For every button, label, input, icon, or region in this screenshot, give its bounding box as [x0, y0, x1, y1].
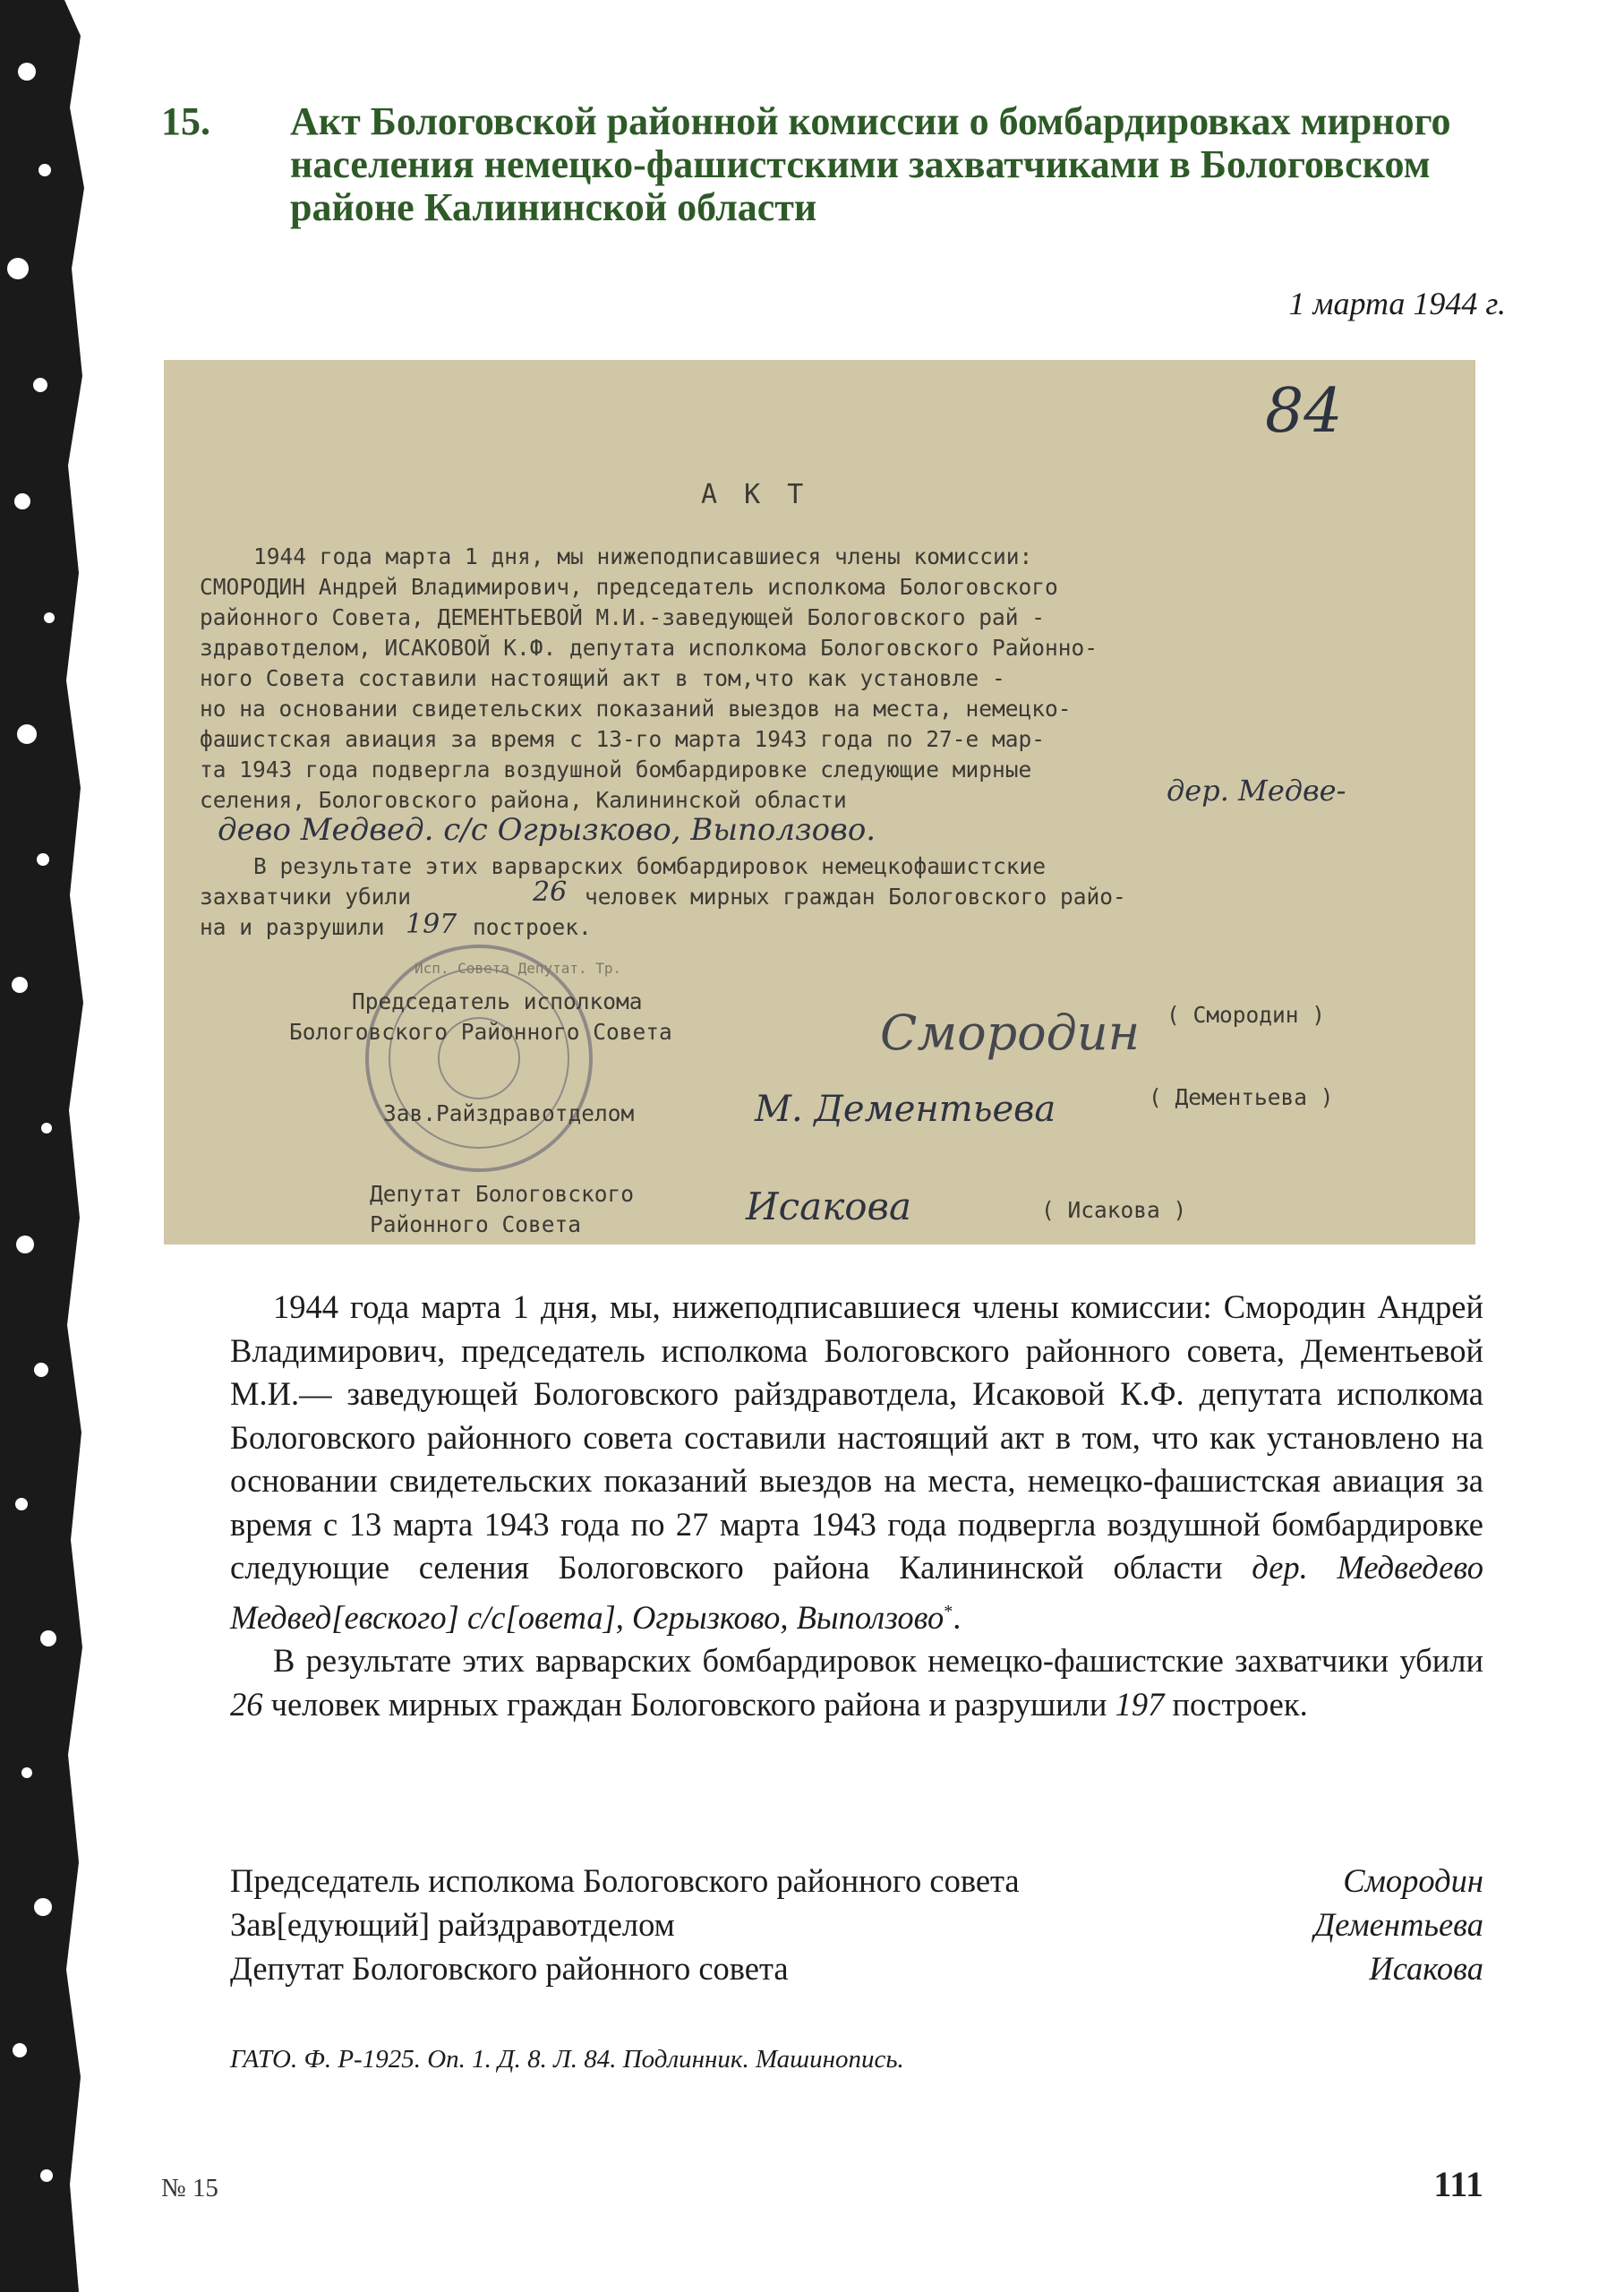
typed-line: районного Совета, ДЕМЕНТЬЕВОЙ М.И.-заведующей Бологовского рай -: [200, 604, 1046, 630]
transcript-paragraph-1: [230, 1286, 1483, 1639]
sig-name: ( Дементьева ): [1149, 1084, 1334, 1110]
transcript-text: построек.: [1164, 1685, 1308, 1723]
transcript-text: В результате этих варварских бомбардировок немецко-фашистские захватчики убили: [273, 1642, 1483, 1680]
handwritten-number: 197: [406, 909, 457, 940]
typed-line: ного Совета составили настоящий акт в том,что как установле -: [200, 665, 1005, 691]
signatory-name: Дементьева: [1313, 1906, 1483, 1943]
typed-line: но на основании свидетельских показаний выездов на места, немецко-: [200, 696, 1072, 722]
folio-number: 84: [1265, 376, 1343, 447]
handwritten-signature: Исакова: [746, 1184, 912, 1228]
archive-reference: ГАТО. Ф. Р-1925. Оп. 1. Д. 8. Л. 84. Подлинник. Машинопись.: [230, 2045, 904, 2074]
typed-line: построек.: [473, 914, 592, 940]
footer-document-number: № 15: [161, 2174, 218, 2202]
signatory-name: Смородин: [1343, 1862, 1483, 1899]
typed-line: захватчики убили: [200, 884, 412, 910]
sig-label: Зав.Райздравотделом: [383, 1100, 635, 1126]
transcript-italic-settlements: дер. Медведево Медвед[евского] с/с[овета], Огрызково, Выползово: [230, 1549, 1483, 1636]
signatory-position: Депутат Бологовского районного совета: [230, 1950, 789, 1987]
scan-heading: А К Т: [701, 479, 809, 510]
typed-line: 1944 года марта 1 дня, мы нижеподписавшиеся члены комиссии:: [253, 543, 1033, 569]
transcript-text: человек мирных граждан Бологовского района и разрушили: [262, 1685, 1115, 1723]
buildings-count: 197: [1115, 1685, 1165, 1723]
signature-row: [230, 1903, 1483, 1946]
transcript-text: 1944 года марта 1 дня, мы, нижеподписавшиеся члены комиссии: Смородин Андрей Владимирович, председатель исполкома Бологовского районного совета, Дементьевой М.И.— заведующей Бологовского райздравотдела, Исаковой К.Ф. депутата исполкома Бологовского районного совета составили настоящий акт в том, что как установлено на основании свидетельских показаний выездов на места, немецко-фашистская авиация за время с 13 марта 1943 года по 27 марта 1943 года подвергла воздушной бомбардировке следующие селения Бологовского района Калининской области: [230, 1288, 1483, 1586]
signature-list: [230, 1859, 1483, 1990]
signatory-name: Исакова: [1369, 1950, 1483, 1987]
sig-label: Бологовского Районного Совета: [289, 1019, 672, 1045]
killed-count: 26: [230, 1685, 263, 1723]
footnote-mark: *: [944, 1601, 953, 1621]
typed-line: человек мирных граждан Бологовского райо-: [585, 884, 1126, 910]
page-number: 111: [1433, 2164, 1483, 2204]
typed-line: та 1943 года подвергла воздушной бомбардировке следующие мирные: [200, 757, 1032, 783]
sig-label: Районного Совета: [370, 1211, 582, 1237]
handwritten-signature: М. Дементьева: [755, 1089, 1056, 1130]
handwritten-number: 26: [533, 877, 568, 908]
transcript-paragraph-2: [230, 1639, 1483, 1726]
document-title: Акт Бологовской районной комиссии о бомбардировках мирного населения немецко-фашистскими захватчиками в Бологовском районе Калининской области: [290, 99, 1451, 229]
handwritten-insert: дер. Медве-: [1167, 774, 1346, 808]
signatory-position: Зав[едующий] райздравотделом: [230, 1906, 675, 1943]
typed-line: СМОРОДИН Андрей Владимирович, председатель исполкома Бологовского: [200, 574, 1058, 600]
typed-line: селения, Бологовского района, Калининской области: [200, 787, 847, 813]
sig-name: ( Смородин ): [1167, 1002, 1326, 1028]
document-date: 1 марта 1944 г.: [1288, 286, 1506, 321]
typed-line: на и разрушили: [200, 914, 385, 940]
signature-row: [230, 1859, 1483, 1903]
typed-line: В результате этих варварских бомбардировок немецкофашистские: [253, 853, 1047, 879]
handwritten-insert: дево Медвед. с/с Огрызково, Выползово.: [218, 812, 876, 848]
decorative-torn-edge: [0, 0, 86, 2292]
signature-row: [230, 1946, 1483, 1990]
sig-label: Председатель исполкома: [352, 988, 643, 1014]
archival-document-scan: [164, 360, 1475, 1244]
typed-line: фашистская авиация за время с 13-го марта 1943 года по 27-е мар-: [200, 726, 1046, 752]
stamp-text: Исп. Совета Депутат. Тр.: [415, 960, 622, 977]
transcript-body: [230, 1286, 1483, 1726]
sig-name: ( Исакова ): [1041, 1197, 1187, 1223]
signatory-position: Председатель исполкома Бологовского районного совета: [230, 1862, 1020, 1899]
typed-text-block: [200, 543, 1098, 813]
typed-line: здравотделом, ИСАКОВОЙ К.Ф. депутата исполкома Бологовского Районно-: [200, 635, 1098, 661]
transcript-text: .: [953, 1598, 962, 1636]
document-number: 15.: [161, 99, 210, 143]
handwritten-signature: Смородин: [880, 1005, 1141, 1061]
sig-label: Депутат Бологовского: [370, 1181, 635, 1207]
